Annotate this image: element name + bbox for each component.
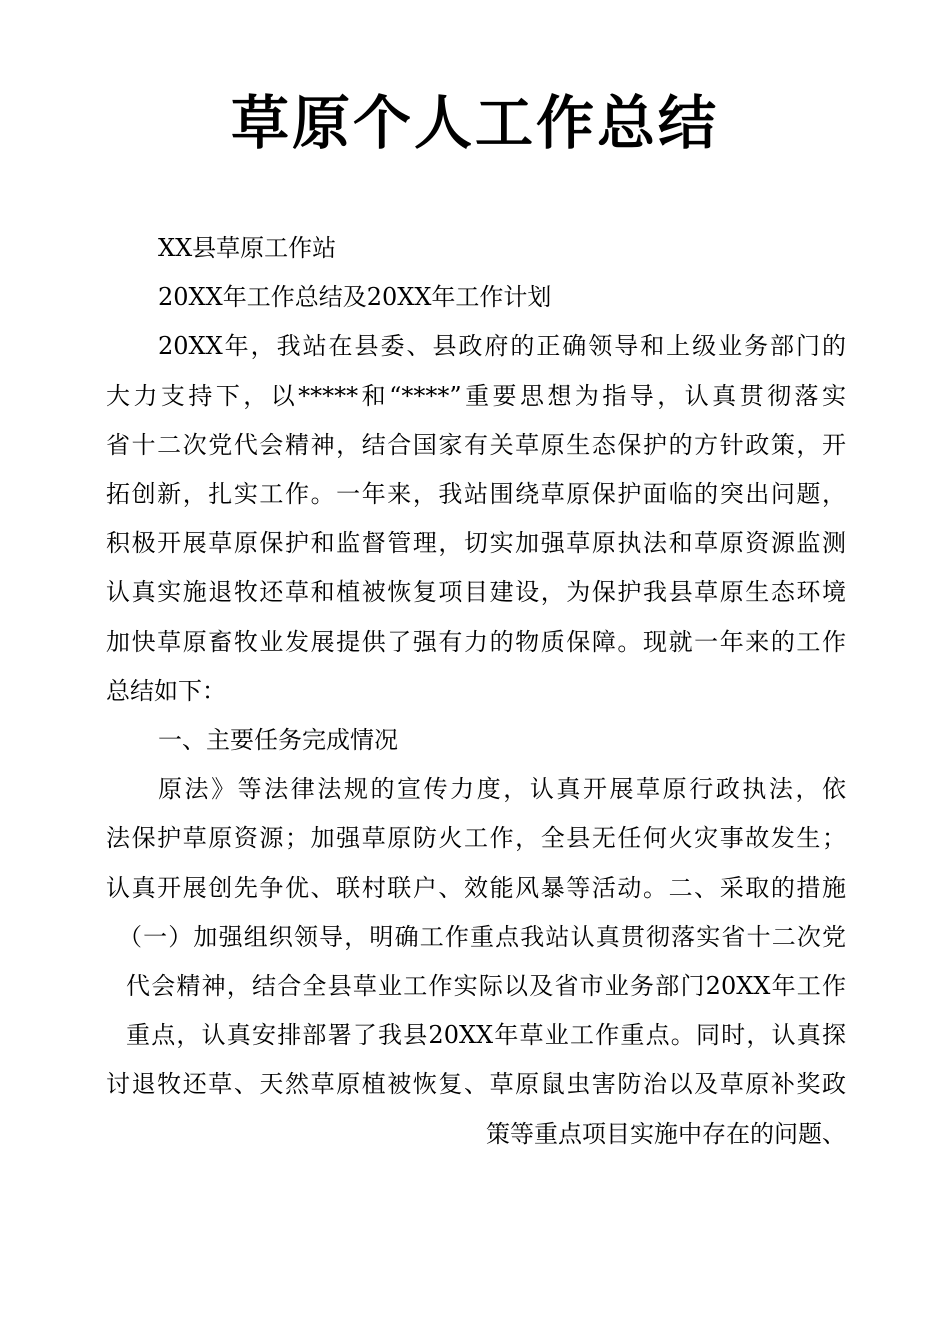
- paragraph1-line: 20XX年，我站在县委、县政府的正确领导和上级业务部门的: [158, 332, 846, 361]
- org-line: XX县草原工作站: [158, 234, 337, 262]
- paragraph1-line: 拓创新，扎实工作。一年来，我站围绕草原保护面临的突出问题，: [106, 480, 846, 509]
- paragraph2-line: （一）加强组织领导，明确工作重点我站认真贯彻落实省十二次党: [118, 922, 846, 951]
- paragraph1-line: 积极开展草原保护和监督管理，切实加强草原执法和草原资源监测: [106, 529, 846, 558]
- paragraph2-line: 策等重点项目实施中存在的问题、: [486, 1119, 846, 1148]
- document-title: 草原个人工作总结: [230, 89, 719, 157]
- paragraph2-line: 原法》等法律法规的宣传力度，认真开展草原行政执法，依: [158, 775, 846, 804]
- paragraph1-line: 总结如下：: [106, 676, 226, 705]
- paragraph1-line: 大力支持下，以*****和“****”重要思想为指导，认真贯彻落实: [106, 381, 846, 410]
- subtitle-line: 20XX年工作总结及20XX年工作计划: [158, 283, 552, 312]
- paragraph2-line: 重点，认真安排部署了我县20XX年草业工作重点。同时，认真探: [126, 1021, 846, 1050]
- paragraph2-line: 法保护草原资源；加强草原防火工作，全县无任何火灾事故发生；: [106, 824, 846, 853]
- paragraph2-line: 讨退牧还草、天然草原植被恢复、草原鼠虫害防治以及草原补奖政: [106, 1070, 846, 1099]
- document-body: [106, 224, 846, 1159]
- paragraph1-line: 省十二次党代会精神，结合国家有关草原生态保护的方针政策，开: [106, 430, 846, 459]
- paragraph1-line: 认真实施退牧还草和植被恢复项目建设，为保护我县草原生态环境: [106, 578, 846, 607]
- paragraph1-line: 加快草原畜牧业发展提供了强有力的物质保障。现就一年来的工作: [106, 627, 846, 656]
- paragraph2-line: 代会精神，结合全县草业工作实际以及省市业务部门20XX年工作: [126, 972, 846, 1001]
- paragraph2-line: 认真开展创先争优、联村联户、效能风暴等活动。二、采取的措施: [106, 873, 846, 902]
- section1-heading: 一、主要任务完成情况: [158, 726, 398, 755]
